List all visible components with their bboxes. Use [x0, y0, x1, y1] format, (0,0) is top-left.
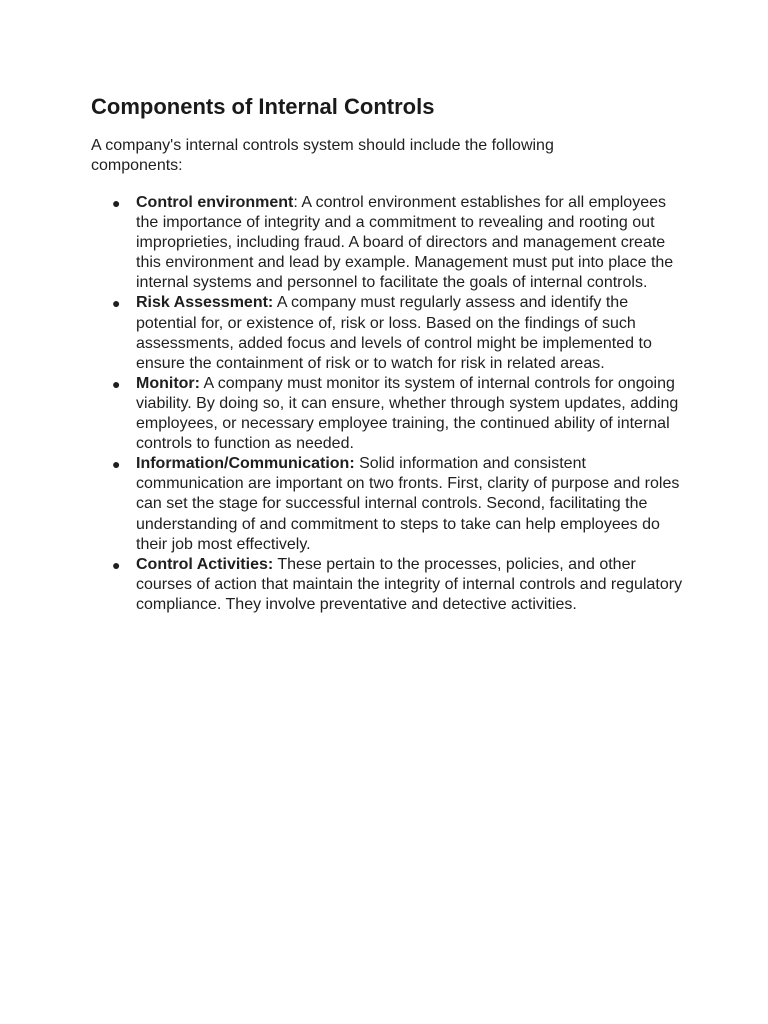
item-term: Control Activities:: [136, 555, 274, 573]
item-separator: :: [293, 194, 302, 211]
list-item-risk-assessment: [91, 293, 691, 373]
bullet-icon: ●: [112, 456, 121, 473]
components-list: [91, 193, 691, 615]
item-text: Solid information and consistent communication are important on two fronts. First, clarity of purpose and roles can set the stage for successful internal controls. Second, facilitating the understanding of and commitment to steps to take can help employees do their job most effectively.: [136, 455, 680, 553]
list-item-control-environment: [91, 193, 691, 293]
bullet-icon: ●: [112, 556, 121, 573]
item-term: Information/Communication:: [136, 455, 355, 473]
page-title: Components of Internal Controls: [91, 94, 435, 119]
item-text: These pertain to the processes, policies, and other courses of action that maintain the integrity of internal controls and regulatory compliance. They involve preventative and detective activities.: [136, 555, 683, 613]
item-text: A control environment establishes for all employees the importance of integrity and a commitment to revealing and rooting out improprieties, including fraud. A board of directors and management create this environment and lead by example. Management must put into place the internal systems and personnel to facilitate the goals of internal controls.: [136, 194, 674, 292]
item-text: A company must monitor its system of internal controls for ongoing viability. By doing so, it can ensure, whether through system updates, adding employees, or necessary employee training, the continued ability of internal controls to function as needed.: [136, 374, 679, 453]
intro-paragraph: A company's internal controls system should include the following components:: [91, 137, 554, 174]
item-term: Monitor:: [136, 374, 200, 392]
list-item-control-activities: [91, 555, 691, 615]
list-item-monitor: [91, 374, 691, 454]
item-term: Control environment: [136, 194, 294, 211]
item-text: A company must regularly assess and identify the potential for, or existence of, risk or loss. Based on the findings of such assessments, added focus and levels of control might be implemented to ensure the containment of risk or to watch for risk in related areas.: [136, 294, 652, 372]
item-term: Risk Assessment:: [136, 294, 274, 312]
list-item-information-communication: [91, 454, 691, 554]
bullet-icon: ●: [112, 195, 121, 211]
bullet-icon: ●: [112, 375, 121, 392]
document-page: [91, 93, 691, 615]
bullet-icon: ●: [112, 295, 121, 312]
